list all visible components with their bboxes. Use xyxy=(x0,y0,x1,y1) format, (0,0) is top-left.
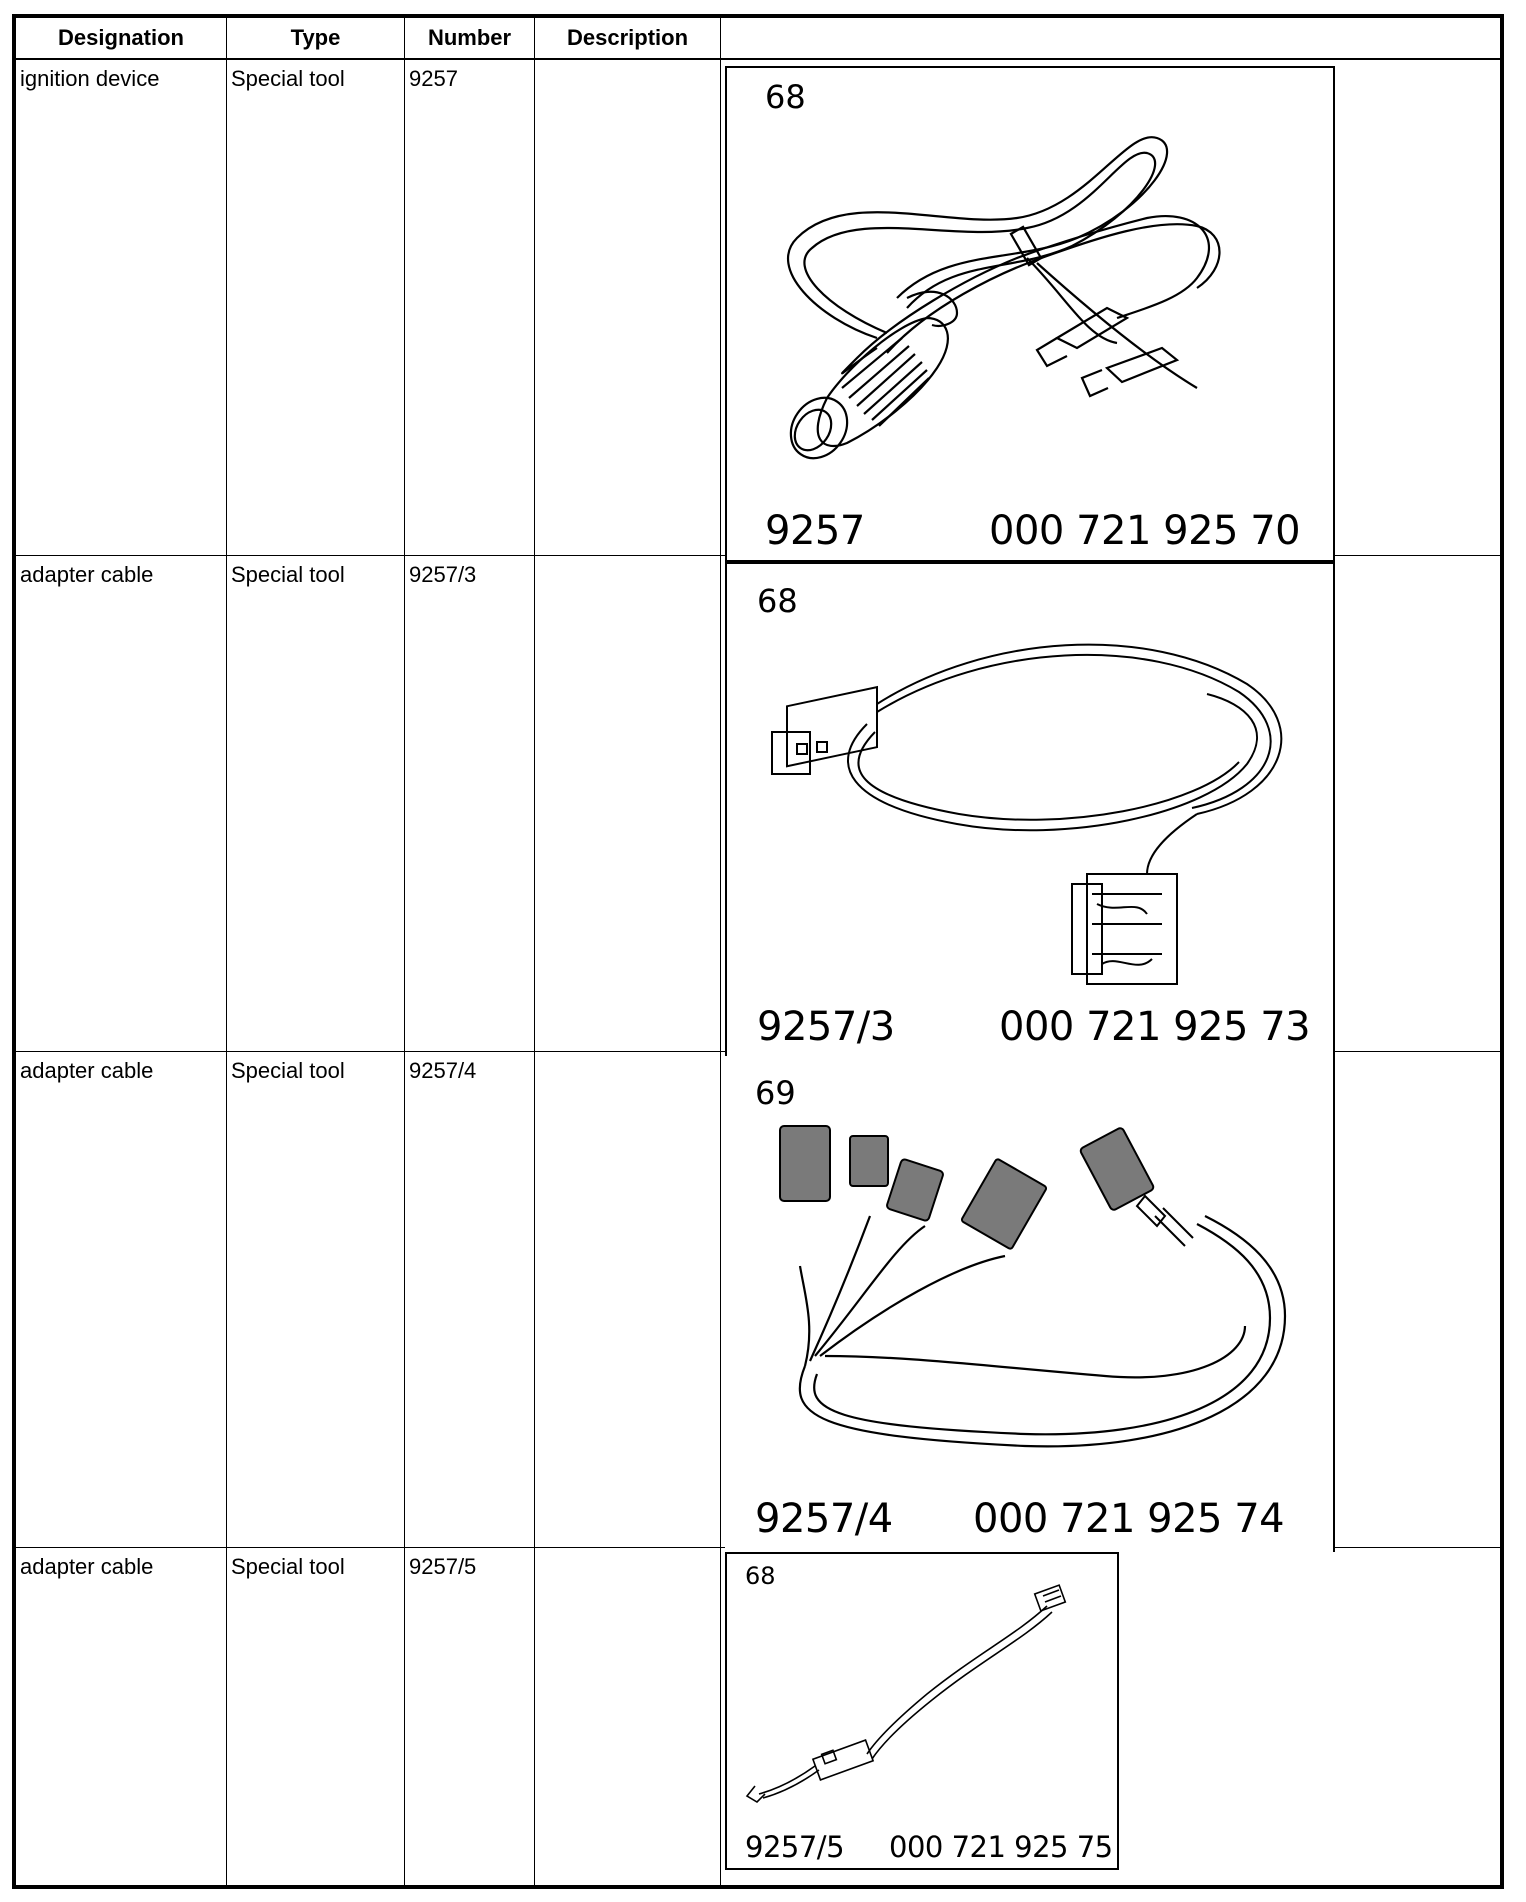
tool-illustration-frame xyxy=(725,1056,1335,1552)
figure-part-number: 000 721 925 75 xyxy=(889,1829,1113,1864)
header-type: Type xyxy=(227,18,405,60)
description-text xyxy=(535,60,720,66)
description-cell xyxy=(535,59,721,555)
figure-part-number: 000 721 925 74 xyxy=(973,1495,1285,1542)
designation-text: ignition device xyxy=(20,66,160,91)
illustration-cell xyxy=(721,1051,1501,1547)
designation-text: adapter cable xyxy=(20,561,154,587)
table-header-row xyxy=(16,18,1501,60)
figure-part-number: 000 721 925 73 xyxy=(999,1003,1311,1050)
type-text: Special tool xyxy=(231,1057,345,1083)
designation-text: adapter cable xyxy=(20,1553,154,1579)
designation-cell xyxy=(16,555,227,1051)
number-text: 9257 xyxy=(409,66,458,91)
header-designation: Designation xyxy=(16,18,227,60)
figure-tool-number: 9257/4 xyxy=(755,1495,893,1542)
type-cell xyxy=(227,1547,405,1886)
tool-illustration-frame xyxy=(725,562,1335,1058)
header-illustration xyxy=(721,18,1501,60)
designation-text: adapter cable xyxy=(20,1057,154,1083)
figure-badge: 68 xyxy=(757,581,798,620)
type-text: Special tool xyxy=(231,561,345,587)
table-row xyxy=(16,555,1501,1051)
header-description: Description xyxy=(535,18,721,60)
type-cell xyxy=(227,555,405,1051)
special-tools-sheet xyxy=(12,14,1504,1889)
description-text xyxy=(535,1548,720,1554)
designation-cell xyxy=(16,1547,227,1886)
type-text: Special tool xyxy=(231,1553,345,1579)
table-row xyxy=(16,59,1501,555)
description-text xyxy=(535,1052,720,1058)
designation-cell xyxy=(16,1051,227,1547)
illustration-cell xyxy=(721,1547,1501,1886)
illustration-cell xyxy=(721,59,1501,555)
special-tools-table xyxy=(15,17,1501,1886)
designation-cell xyxy=(16,59,227,555)
number-cell xyxy=(405,1051,535,1547)
description-cell xyxy=(535,555,721,1051)
table-row xyxy=(16,1051,1501,1547)
tool-illustration-frame xyxy=(725,1552,1119,1870)
illustration-cell xyxy=(721,555,1501,1051)
figure-part-number: 000 721 925 70 xyxy=(989,508,1301,554)
description-cell xyxy=(535,1547,721,1886)
number-text: 9257/5 xyxy=(409,1553,477,1579)
adapter-cable-connectors-illustration-icon xyxy=(727,564,1337,1060)
description-cell xyxy=(535,1051,721,1547)
type-cell xyxy=(227,59,405,555)
number-cell xyxy=(405,1547,535,1886)
number-text: 9257/4 xyxy=(409,1057,477,1083)
type-cell xyxy=(227,1051,405,1547)
number-cell xyxy=(405,59,535,555)
multi-plug-adapter-harness-illustration-icon xyxy=(725,1056,1335,1552)
type-text: Special tool xyxy=(231,66,345,91)
figure-tool-number: 9257/3 xyxy=(757,1003,895,1050)
thin-adapter-cable-illustration-icon xyxy=(727,1554,1121,1872)
figure-badge: 69 xyxy=(755,1073,796,1112)
figure-badge: 68 xyxy=(745,1561,776,1590)
figure-tool-number: 9257/5 xyxy=(745,1829,845,1864)
figure-badge: 68 xyxy=(765,78,806,116)
number-text: 9257/3 xyxy=(409,561,477,587)
description-text xyxy=(535,556,720,562)
header-number: Number xyxy=(405,18,535,60)
number-cell xyxy=(405,555,535,1051)
tool-illustration-frame xyxy=(725,66,1335,562)
figure-tool-number: 9257 xyxy=(765,508,865,554)
ignition-cable-with-clips-illustration-icon xyxy=(727,68,1337,564)
table-row xyxy=(16,1547,1501,1886)
